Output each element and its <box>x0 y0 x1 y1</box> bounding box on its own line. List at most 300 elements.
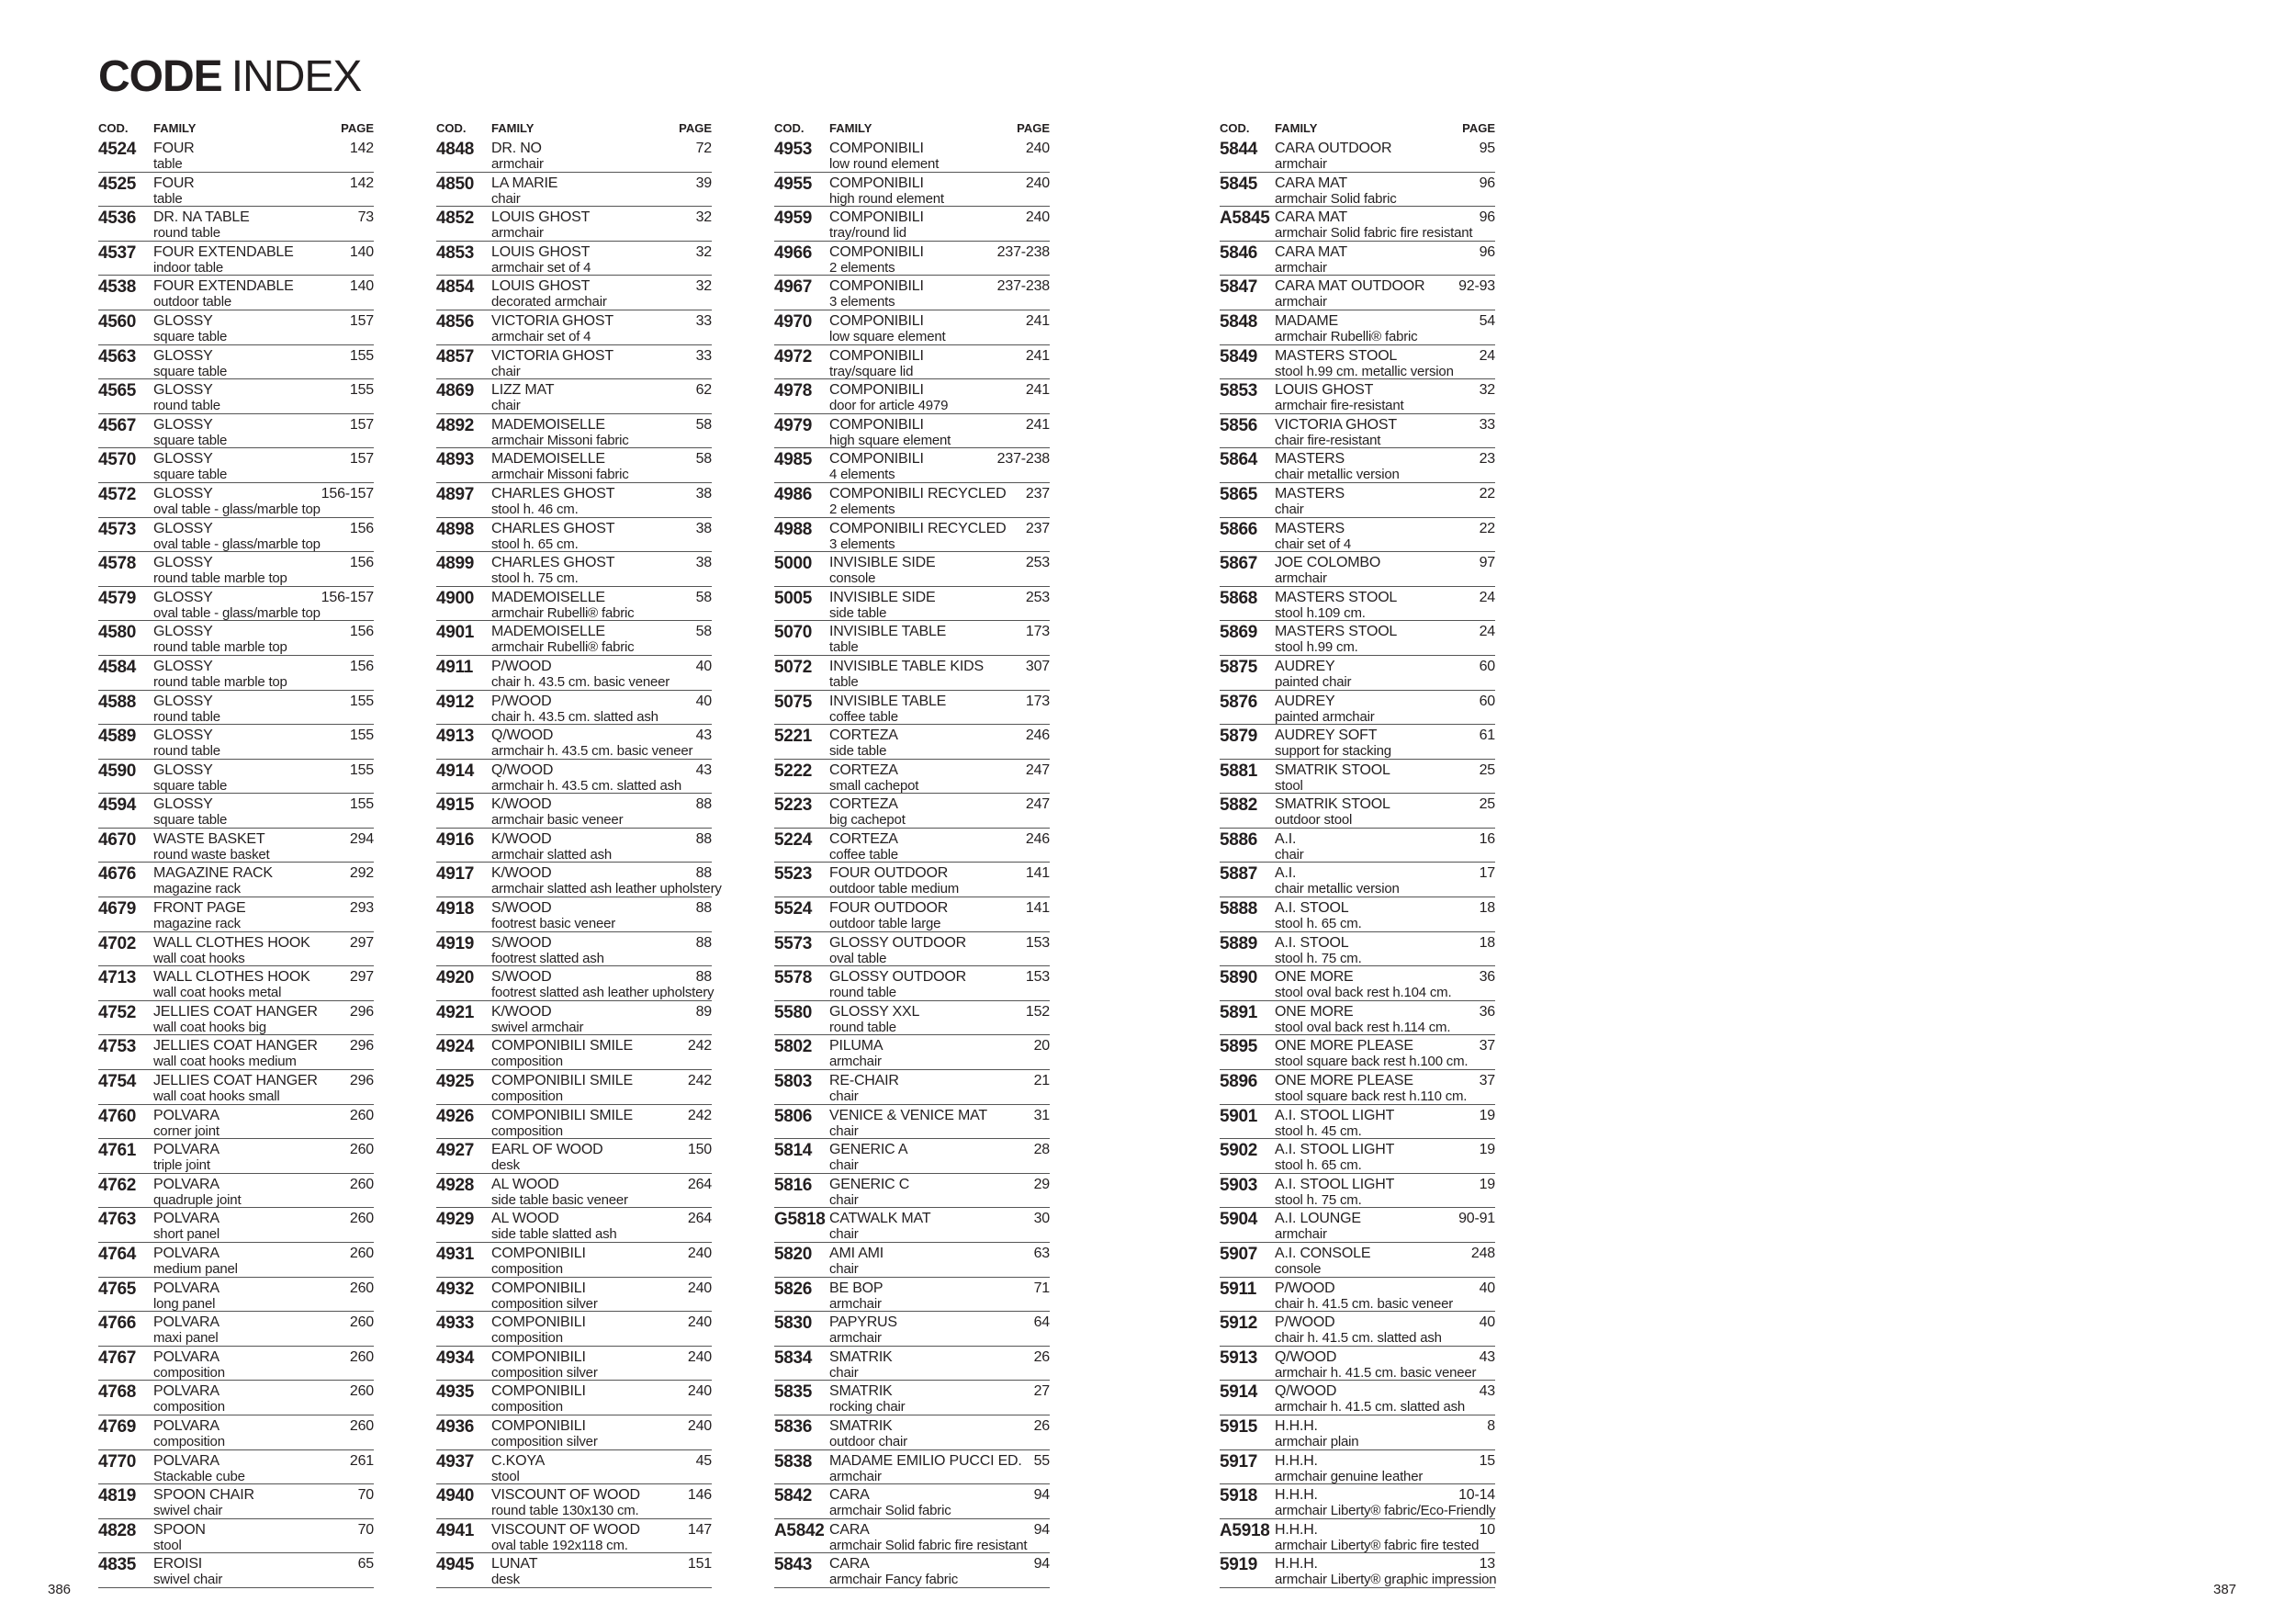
entry-code: 4524 <box>98 140 137 159</box>
entry-code: 5907 <box>1220 1245 1258 1264</box>
header-code: COD. <box>436 121 467 135</box>
entry-page: 237-238 <box>996 451 1050 468</box>
column-header <box>436 119 712 138</box>
entry-page: 237 <box>1025 485 1050 502</box>
entry-family: A.I. <box>1275 865 1297 882</box>
entry-page: 241 <box>1025 416 1050 433</box>
entry-code: 4924 <box>436 1037 475 1057</box>
entry-code: 4978 <box>774 381 813 401</box>
entry-code: 5578 <box>774 968 813 988</box>
entry-code: 5879 <box>1220 727 1258 747</box>
entry-code: 5866 <box>1220 519 1258 539</box>
entry-family: AMI AMI <box>829 1246 884 1261</box>
entry-family: GLOSSY <box>153 589 213 605</box>
entry-description: stool h.99 cm. <box>1275 639 1358 656</box>
entry-code: 5224 <box>774 829 813 850</box>
index-entry <box>436 1381 712 1415</box>
entry-description: coffee table <box>829 708 898 725</box>
index-entry <box>774 1381 1050 1415</box>
entry-family: CARA <box>829 1556 870 1573</box>
entry-page: 260 <box>349 1417 374 1434</box>
entry-description: 3 elements <box>829 294 895 310</box>
index-entry <box>436 656 712 691</box>
entry-family: GLOSSY <box>153 485 213 502</box>
index-entry <box>1220 1415 1495 1450</box>
entry-family: POLVARA <box>153 1176 219 1192</box>
entry-code: 4578 <box>98 554 137 574</box>
entry-description: armchair genuine leather <box>1275 1468 1424 1484</box>
entry-family: MASTERS STOOL <box>1275 589 1398 605</box>
entry-page: 16 <box>1479 830 1495 847</box>
entry-description: footrest slatted ash <box>491 950 604 966</box>
column-header <box>1220 119 1495 138</box>
entry-description: outdoor table medium <box>829 881 960 897</box>
entry-description: armchair h. 41.5 cm. basic veneer <box>1275 1364 1477 1381</box>
entry-code: 4934 <box>436 1348 475 1368</box>
entry-page: 260 <box>349 1107 374 1123</box>
index-entry <box>98 1208 374 1243</box>
entry-code: 4925 <box>436 1072 475 1092</box>
entry-code: 5881 <box>1220 761 1258 781</box>
header-code: COD. <box>1220 121 1250 135</box>
index-entry <box>1220 518 1495 553</box>
entry-description: oval table - glass/marble top <box>153 536 321 552</box>
entry-description: armchair plain <box>1275 1433 1359 1449</box>
entry-page: 31 <box>1033 1107 1050 1123</box>
entry-description: square table <box>153 812 228 829</box>
entry-description: armchair Rubelli® fabric <box>491 639 635 656</box>
index-entry <box>436 966 715 1001</box>
entry-family: INVISIBLE TABLE <box>829 624 947 640</box>
entry-family: MADAME EMILIO PUCCI ED. <box>829 1452 1022 1469</box>
index-entry <box>436 1070 712 1105</box>
entry-page: 88 <box>695 969 712 986</box>
entry-description: round table <box>829 1019 896 1035</box>
index-entry <box>436 1450 712 1485</box>
entry-page: 261 <box>349 1452 374 1469</box>
index-entry <box>98 552 374 587</box>
entry-code: 4918 <box>436 899 475 919</box>
entry-code: A5845 <box>1220 209 1270 229</box>
entry-page: 20 <box>1033 1038 1050 1054</box>
entry-description: armchair <box>829 1468 882 1484</box>
entry-description: stool <box>491 1468 520 1484</box>
entry-description: composition <box>153 1364 225 1381</box>
index-entry <box>774 518 1050 553</box>
entry-family: LOUIS GHOST <box>491 209 591 226</box>
entry-code: 5911 <box>1220 1279 1257 1299</box>
entry-description: composition <box>491 1054 563 1070</box>
entry-code: 4917 <box>436 864 475 885</box>
entry-code: 4932 <box>436 1279 475 1299</box>
entry-code: 5875 <box>1220 657 1258 677</box>
entry-page: 58 <box>695 624 712 640</box>
entry-code: 4753 <box>98 1037 137 1057</box>
entry-code: 4920 <box>436 968 475 988</box>
entry-code: 4676 <box>98 864 137 885</box>
entry-code: 4588 <box>98 692 137 712</box>
entry-page: 264 <box>687 1176 712 1192</box>
index-entry <box>774 1415 1050 1450</box>
entry-family: AUDREY <box>1275 693 1335 709</box>
index-entry <box>436 829 712 863</box>
entry-description: tray/square lid <box>829 363 914 379</box>
index-entry <box>98 518 374 553</box>
entry-description: armchair Liberty® graphic impression <box>1275 1572 1497 1588</box>
index-entry <box>436 621 712 656</box>
index-entry <box>1220 242 1495 276</box>
entry-code: 4979 <box>774 415 813 435</box>
entry-page: 307 <box>1025 658 1050 674</box>
entry-page: 36 <box>1479 969 1495 986</box>
entry-family: GLOSSY OUTDOOR <box>829 969 966 986</box>
index-entry <box>1220 1208 1495 1243</box>
entry-page: 240 <box>687 1314 712 1331</box>
entry-page: 63 <box>1033 1246 1050 1261</box>
entry-page: 45 <box>695 1452 712 1469</box>
entry-family: WASTE BASKET <box>153 830 265 847</box>
entry-family: DR. NA TABLE <box>153 209 250 226</box>
entry-description: long panel <box>153 1295 216 1312</box>
entry-family: P/WOOD <box>1275 1314 1335 1331</box>
index-entry <box>98 379 374 414</box>
index-entry <box>98 1243 374 1278</box>
entry-family: CATWALK MAT <box>829 1211 931 1227</box>
entry-code: 5844 <box>1220 140 1258 159</box>
header-page: PAGE <box>1462 121 1495 135</box>
entry-code: 4916 <box>436 829 475 850</box>
entry-page: 24 <box>1479 624 1495 640</box>
index-entry <box>774 1553 1050 1588</box>
entry-page: 43 <box>1479 1348 1495 1365</box>
entry-description: chair <box>829 1088 859 1105</box>
entry-page: 43 <box>1479 1383 1495 1400</box>
entry-description: stool <box>153 1537 182 1553</box>
entry-description: composition <box>491 1399 563 1415</box>
entry-description: stool h. 45 cm. <box>1275 1122 1362 1139</box>
index-entry <box>774 242 1050 276</box>
entry-code: 4760 <box>98 1106 137 1126</box>
entry-code: 5887 <box>1220 864 1258 885</box>
index-entry <box>1220 1312 1495 1347</box>
index-entry <box>1220 1278 1495 1313</box>
index-entry <box>436 138 712 173</box>
entry-description: corner joint <box>153 1122 219 1139</box>
index-entry <box>774 1519 1050 1554</box>
entry-page: 151 <box>687 1556 712 1573</box>
index-entry <box>774 1450 1050 1485</box>
entry-page: 10 <box>1479 1521 1495 1538</box>
index-entry <box>774 1174 1050 1209</box>
entry-family: COMPONIBILI SMILE <box>491 1038 633 1054</box>
entry-description: wall coat hooks big <box>153 1019 266 1035</box>
entry-family: CORTEZA <box>829 796 898 813</box>
entry-page: 32 <box>695 243 712 260</box>
entry-page: 89 <box>695 1003 712 1020</box>
entry-description: round table marble top <box>153 570 287 587</box>
entry-description: desk <box>491 1572 520 1588</box>
entry-code: 4570 <box>98 450 137 470</box>
entry-code: 4901 <box>436 623 475 643</box>
entry-code: 5802 <box>774 1037 813 1057</box>
entry-family: VISCOUNT OF WOOD <box>491 1521 640 1538</box>
entry-family: P/WOOD <box>491 658 552 674</box>
entry-page: 28 <box>1033 1142 1050 1158</box>
entry-page: 60 <box>1479 693 1495 709</box>
entry-family: COMPONIBILI <box>491 1383 586 1400</box>
entry-page: 260 <box>349 1383 374 1400</box>
entry-description: stool h.109 cm. <box>1275 604 1366 621</box>
entry-family: GLOSSY <box>153 658 213 674</box>
entry-code: 4835 <box>98 1555 137 1575</box>
entry-description: painted chair <box>1275 673 1352 690</box>
entry-family: SMATRIK <box>829 1417 893 1434</box>
entry-code: 5000 <box>774 554 813 574</box>
index-entry <box>774 1278 1050 1313</box>
index-entry <box>436 1243 712 1278</box>
header-code: COD. <box>774 121 805 135</box>
entry-code: 5836 <box>774 1416 813 1437</box>
entry-code: 5830 <box>774 1314 813 1334</box>
entry-page: 13 <box>1479 1556 1495 1573</box>
entry-page: 247 <box>1025 761 1050 778</box>
entry-code: 4572 <box>98 484 137 504</box>
entry-family: GENERIC C <box>829 1176 910 1192</box>
entry-page: 37 <box>1479 1038 1495 1054</box>
index-column <box>98 119 374 1588</box>
index-entry <box>774 1001 1050 1036</box>
entry-description: table <box>153 156 183 172</box>
entry-code: 5803 <box>774 1072 813 1092</box>
entry-page: 242 <box>687 1107 712 1123</box>
entry-description: wall coat hooks small <box>153 1088 280 1105</box>
entry-page: 22 <box>1479 520 1495 536</box>
entry-code: 5876 <box>1220 692 1258 712</box>
entry-description: 2 elements <box>829 259 895 276</box>
entry-code: 5865 <box>1220 484 1258 504</box>
entry-page: 240 <box>687 1280 712 1296</box>
entry-page: 72 <box>695 141 712 156</box>
index-entry <box>774 897 1050 932</box>
index-entry <box>98 656 374 691</box>
entry-code: 4713 <box>98 968 137 988</box>
entry-code: 5882 <box>1220 795 1258 816</box>
index-entry <box>774 1139 1050 1174</box>
entry-family: CARA MAT <box>1275 243 1348 260</box>
entry-description: coffee table <box>829 846 898 863</box>
entry-page: 157 <box>349 312 374 329</box>
entry-family: MADAME <box>1275 312 1339 329</box>
entry-code: 4584 <box>98 657 137 677</box>
entry-code: 5919 <box>1220 1555 1258 1575</box>
entry-family: SMATRIK STOOL <box>1275 796 1390 813</box>
index-entry <box>98 1519 374 1554</box>
header-page: PAGE <box>1017 121 1050 135</box>
entry-code: 4915 <box>436 795 475 816</box>
index-entry <box>1220 829 1495 863</box>
entry-family: COMPONIBILI <box>829 382 924 399</box>
entry-description: armchair Solid fabric <box>1275 190 1397 207</box>
entry-description: stool h. 46 cm. <box>491 501 579 517</box>
entry-description: oval table 192x118 cm. <box>491 1537 628 1553</box>
index-entry <box>1220 932 1495 967</box>
index-entry <box>98 621 374 656</box>
entry-family: Q/WOOD <box>491 727 554 744</box>
entry-code: 4941 <box>436 1520 475 1540</box>
entry-code: 5915 <box>1220 1416 1258 1437</box>
entry-code: 4852 <box>436 209 475 229</box>
entry-family: DR. NO <box>491 141 542 156</box>
entry-family: H.H.H. <box>1275 1487 1318 1504</box>
entry-description: maxi panel <box>153 1330 219 1347</box>
entry-family: LOUIS GHOST <box>1275 382 1374 399</box>
entry-description: armchair <box>1275 259 1327 276</box>
entry-page: 58 <box>695 416 712 433</box>
entry-family: COMPONIBILI <box>829 209 924 226</box>
entry-description: round table marble top <box>153 639 287 656</box>
entry-code: 5868 <box>1220 588 1258 608</box>
header-family: FAMILY <box>829 121 872 135</box>
entry-description: chair <box>491 363 521 379</box>
entry-page: 293 <box>349 900 374 917</box>
entry-code: 4966 <box>774 242 813 263</box>
entry-family: GLOSSY <box>153 727 213 744</box>
entry-code: 4985 <box>774 450 813 470</box>
entry-family: VISCOUNT OF WOOD <box>491 1487 640 1504</box>
entry-code: 4589 <box>98 727 137 747</box>
entry-description: armchair Rubelli® fabric <box>491 604 635 621</box>
entry-code: 4893 <box>436 450 475 470</box>
entry-page: 237-238 <box>996 243 1050 260</box>
entry-family: A.I. <box>1275 830 1297 847</box>
entry-page: 156-157 <box>321 589 374 605</box>
entry-family: MASTERS STOOL <box>1275 347 1398 364</box>
entry-page: 297 <box>349 934 374 951</box>
entry-page: 155 <box>349 761 374 778</box>
entry-page: 292 <box>349 865 374 882</box>
entry-description: square table <box>153 363 228 379</box>
index-entry <box>774 173 1050 208</box>
entry-page: 65 <box>357 1556 374 1573</box>
entry-description: composition <box>491 1330 563 1347</box>
index-entry <box>774 1243 1050 1278</box>
entry-description: desk <box>491 1157 520 1174</box>
entry-family: MADEMOISELLE <box>491 451 605 468</box>
index-entry <box>1220 483 1495 518</box>
index-entry <box>98 1035 374 1070</box>
entry-description: chair h. 41.5 cm. slatted ash <box>1275 1330 1442 1347</box>
entry-family: GLOSSY <box>153 555 213 571</box>
index-entry <box>98 829 374 863</box>
entry-description: big cachepot <box>829 812 906 829</box>
index-entry <box>1220 276 1495 310</box>
entry-code: 4912 <box>436 692 475 712</box>
entry-page: 60 <box>1479 658 1495 674</box>
entry-code: 5917 <box>1220 1451 1258 1472</box>
entry-family: ONE MORE PLEASE <box>1275 1073 1413 1089</box>
index-entry <box>1220 966 1495 1001</box>
index-entry <box>1220 138 1495 173</box>
entry-family: COMPONIBILI <box>491 1417 586 1434</box>
entry-page: 18 <box>1479 934 1495 951</box>
entry-family: JELLIES COAT HANGER <box>153 1038 318 1054</box>
entry-page: 54 <box>1479 312 1495 329</box>
entry-family: LUNAT <box>491 1556 538 1573</box>
entry-page: 173 <box>1025 624 1050 640</box>
entry-description: armchair <box>1275 570 1327 587</box>
entry-code: 4933 <box>436 1314 475 1334</box>
entry-code: 5524 <box>774 899 813 919</box>
entry-family: INVISIBLE SIDE <box>829 589 936 605</box>
index-entry <box>1220 1174 1495 1209</box>
entry-family: GLOSSY <box>153 312 213 329</box>
entry-family: Q/WOOD <box>1275 1383 1337 1400</box>
entry-family: GLOSSY <box>153 693 213 709</box>
index-entry <box>1220 1347 1495 1382</box>
index-entry <box>436 207 712 242</box>
index-entry <box>98 1484 374 1519</box>
entry-description: console <box>1275 1261 1322 1277</box>
entry-family: P/WOOD <box>1275 1280 1335 1296</box>
entry-code: 5820 <box>774 1245 813 1264</box>
index-entry <box>774 966 1050 1001</box>
index-entry <box>436 1312 712 1347</box>
entry-family: COMPONIBILI <box>829 451 924 468</box>
entry-page: 70 <box>357 1487 374 1504</box>
entry-family: POLVARA <box>153 1314 219 1331</box>
entry-description: composition <box>491 1122 563 1139</box>
index-entry <box>1220 587 1495 622</box>
entry-description: 4 elements <box>829 467 895 483</box>
entry-code: 5903 <box>1220 1175 1258 1195</box>
index-entry <box>774 725 1050 760</box>
entry-description: oval table - glass/marble top <box>153 501 321 517</box>
entry-code: 4567 <box>98 415 137 435</box>
entry-description: armchair Solid fabric <box>829 1503 951 1519</box>
index-entry <box>436 518 712 553</box>
entry-description: wall coat hooks metal <box>153 985 282 1001</box>
entry-family: GLOSSY <box>153 347 213 364</box>
entry-family: MAGAZINE RACK <box>153 865 273 882</box>
entry-page: 88 <box>695 796 712 813</box>
index-entry <box>1220 1450 1495 1485</box>
entry-family: FOUR EXTENDABLE <box>153 278 294 295</box>
entry-description: chair <box>491 190 521 207</box>
entry-code: 4986 <box>774 484 813 504</box>
entry-page: 25 <box>1479 761 1495 778</box>
entry-description: table <box>829 673 859 690</box>
entry-description: chair <box>1275 501 1304 517</box>
entry-code: 5913 <box>1220 1348 1258 1368</box>
entry-code: 5222 <box>774 761 813 781</box>
entry-page: 19 <box>1479 1107 1495 1123</box>
entry-family: CHARLES GHOST <box>491 520 615 536</box>
entry-page: 8 <box>1487 1417 1495 1434</box>
entry-page: 260 <box>349 1280 374 1296</box>
entry-page: 141 <box>1025 900 1050 917</box>
page-title-light: INDEX <box>231 52 362 101</box>
entry-family: A.I. STOOL <box>1275 934 1349 951</box>
entry-family: A.I. LOUNGE <box>1275 1211 1361 1227</box>
entry-code: 4764 <box>98 1245 137 1264</box>
entry-code: 4579 <box>98 588 137 608</box>
entry-page: 18 <box>1479 900 1495 917</box>
entry-page: 39 <box>695 175 712 191</box>
entry-page: 40 <box>1479 1314 1495 1331</box>
index-entry <box>1220 207 1495 242</box>
entry-family: S/WOOD <box>491 969 552 986</box>
index-entry <box>436 1519 712 1554</box>
